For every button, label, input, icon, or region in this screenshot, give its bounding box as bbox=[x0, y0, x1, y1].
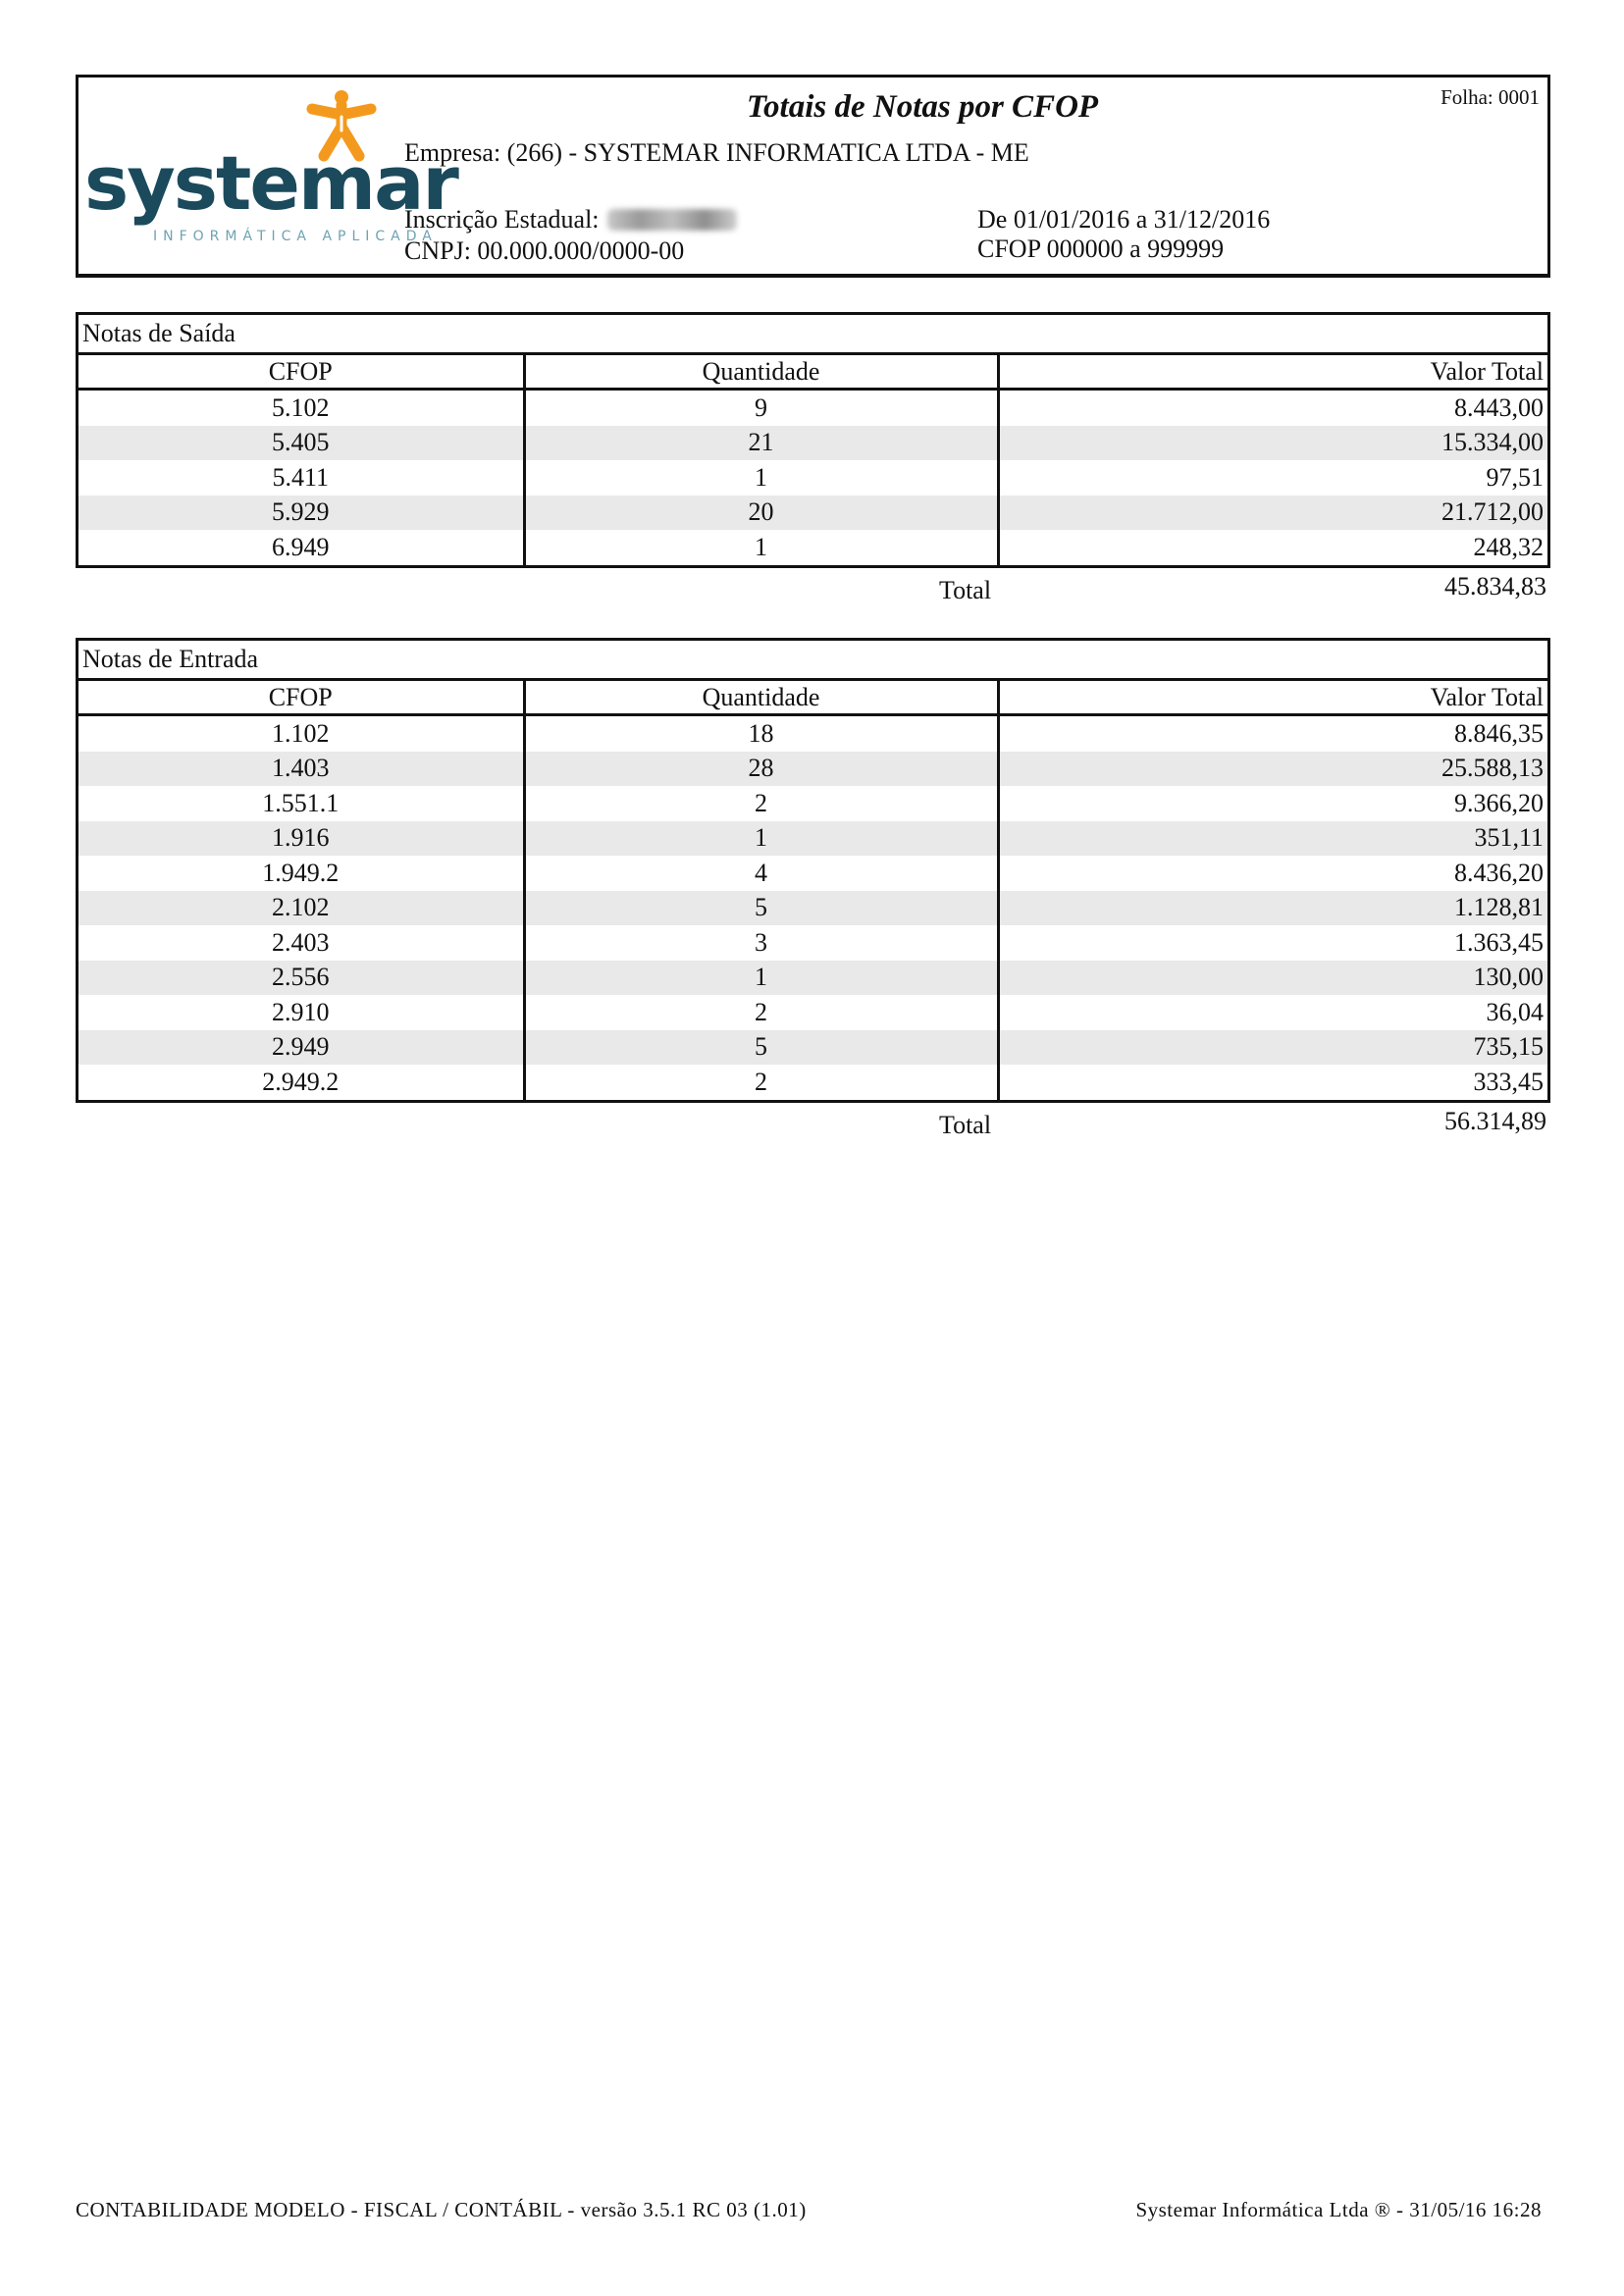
footer-system-info: CONTABILIDADE MODELO - FISCAL / CONTÁBIL - versão 3.5.1 RC 03 (1.01) bbox=[76, 2198, 807, 2221]
cell-quantidade: 2 bbox=[524, 1065, 998, 1100]
cell-quantidade: 5 bbox=[524, 1030, 998, 1066]
footer-timestamp: Systemar Informática Ltda ® - 31/05/16 16:28 bbox=[1135, 2198, 1542, 2221]
cell-valor: 15.334,00 bbox=[998, 426, 1547, 461]
cell-quantidade: 5 bbox=[524, 891, 998, 926]
cnpj: CNPJ: 00.000.000/0000-00 bbox=[404, 236, 685, 265]
total-value: 56.314,89 bbox=[1444, 1106, 1546, 1135]
column-header-quantidade: Quantidade bbox=[524, 681, 998, 715]
total-label: Total bbox=[939, 575, 992, 604]
cell-quantidade: 28 bbox=[524, 752, 998, 787]
entrada-table-box bbox=[76, 638, 1550, 1103]
table-row bbox=[79, 961, 1547, 996]
cell-quantidade: 1 bbox=[524, 460, 998, 496]
saida-total-row bbox=[76, 568, 1550, 609]
saida-table-box bbox=[76, 312, 1550, 568]
cell-cfop: 1.102 bbox=[79, 715, 524, 752]
section-entrada bbox=[76, 638, 1550, 1144]
cell-quantidade: 20 bbox=[524, 496, 998, 531]
cell-cfop: 1.551.1 bbox=[79, 786, 524, 821]
cell-quantidade: 1 bbox=[524, 821, 998, 857]
table-row bbox=[79, 925, 1547, 961]
table-row bbox=[79, 426, 1547, 461]
cell-valor: 9.366,20 bbox=[1454, 788, 1544, 817]
table-row bbox=[79, 390, 1547, 426]
cell-valor: 8.846,35 bbox=[1454, 718, 1544, 748]
table-row bbox=[79, 460, 1547, 496]
cell-cfop: 2.403 bbox=[79, 925, 524, 961]
cell-cfop: 2.949 bbox=[79, 1030, 524, 1066]
total-value: 45.834,83 bbox=[1444, 571, 1546, 600]
cell-cfop: 1.949.2 bbox=[79, 856, 524, 891]
cell-valor: 130,00 bbox=[998, 961, 1547, 996]
logo-tagline: INFORMÁTICA APLICADA bbox=[153, 229, 438, 244]
table-row bbox=[79, 821, 1547, 857]
cell-cfop: 5.411 bbox=[79, 460, 524, 496]
cell-quantidade: 9 bbox=[524, 390, 998, 426]
state-registration-redacted bbox=[607, 209, 737, 231]
cell-valor: 351,11 bbox=[998, 821, 1547, 857]
report-title: Totais de Notas por CFOP bbox=[746, 89, 1099, 125]
total-label: Total bbox=[939, 1110, 992, 1139]
cfop-range: CFOP 000000 a 999999 bbox=[977, 235, 1225, 263]
cell-quantidade: 3 bbox=[524, 925, 998, 961]
cell-cfop: 2.949.2 bbox=[79, 1065, 524, 1100]
cell-cfop: 6.949 bbox=[79, 530, 524, 565]
state-registration bbox=[404, 205, 737, 235]
state-registration-label: Inscrição Estadual: bbox=[404, 205, 600, 234]
entrada-table bbox=[79, 681, 1547, 1100]
table-row bbox=[79, 1030, 1547, 1066]
cell-valor: 21.712,00 bbox=[998, 496, 1547, 531]
cell-quantidade: 21 bbox=[524, 426, 998, 461]
cell-cfop: 5.405 bbox=[79, 426, 524, 461]
cell-valor: 1.363,45 bbox=[1454, 927, 1544, 957]
cell-valor: 8.443,00 bbox=[1454, 392, 1544, 422]
section-saida bbox=[76, 312, 1550, 609]
cell-cfop: 1.403 bbox=[79, 752, 524, 787]
column-header-valor-total: Valor Total bbox=[998, 681, 1547, 715]
table-row bbox=[79, 856, 1547, 891]
cell-valor: 36,04 bbox=[1486, 997, 1544, 1026]
cell-valor: 248,32 bbox=[1473, 532, 1544, 561]
cell-valor: 8.436,20 bbox=[1454, 858, 1544, 887]
company-name: Empresa: (266) - SYSTEMAR INFORMATICA LTDA - ME bbox=[404, 138, 1029, 167]
cell-quantidade: 2 bbox=[524, 786, 998, 821]
table-header-row bbox=[79, 681, 1547, 715]
entrada-total-row bbox=[76, 1103, 1550, 1144]
cell-cfop: 2.556 bbox=[79, 961, 524, 996]
table-row bbox=[79, 752, 1547, 787]
table-row bbox=[79, 995, 1547, 1030]
table-row bbox=[79, 496, 1547, 531]
table-row bbox=[79, 530, 1547, 565]
report-period: De 01/01/2016 a 31/12/2016 bbox=[977, 205, 1271, 234]
cell-valor: 333,45 bbox=[1473, 1067, 1544, 1096]
column-header-valor-total: Valor Total bbox=[998, 355, 1547, 390]
cell-cfop: 1.916 bbox=[79, 821, 524, 857]
table-row bbox=[79, 1065, 1547, 1100]
report-header bbox=[76, 75, 1550, 278]
table-header-row bbox=[79, 355, 1547, 390]
table-row bbox=[79, 891, 1547, 926]
table-row bbox=[79, 715, 1547, 752]
logo-wordmark: systemar bbox=[84, 139, 457, 227]
cell-cfop: 2.102 bbox=[79, 891, 524, 926]
column-header-cfop: CFOP bbox=[79, 355, 524, 390]
section-title: Notas de Saída bbox=[79, 315, 1547, 355]
table-row bbox=[79, 786, 1547, 821]
page-number: Folha: 0001 bbox=[1441, 85, 1540, 109]
saida-table bbox=[79, 355, 1547, 565]
cell-quantidade: 1 bbox=[524, 530, 998, 565]
cell-quantidade: 18 bbox=[524, 715, 998, 752]
cell-cfop: 5.102 bbox=[79, 390, 524, 426]
cell-quantidade: 1 bbox=[524, 961, 998, 996]
cell-cfop: 5.929 bbox=[79, 496, 524, 531]
column-header-cfop: CFOP bbox=[79, 681, 524, 715]
company-logo bbox=[84, 85, 477, 262]
cell-quantidade: 2 bbox=[524, 995, 998, 1030]
column-header-quantidade: Quantidade bbox=[524, 355, 998, 390]
cell-cfop: 2.910 bbox=[79, 995, 524, 1030]
cell-valor: 97,51 bbox=[1486, 462, 1544, 492]
cell-valor: 1.128,81 bbox=[998, 891, 1547, 926]
section-title: Notas de Entrada bbox=[79, 641, 1547, 681]
cell-valor: 25.588,13 bbox=[998, 752, 1547, 787]
cell-valor: 735,15 bbox=[998, 1030, 1547, 1066]
cell-quantidade: 4 bbox=[524, 856, 998, 891]
